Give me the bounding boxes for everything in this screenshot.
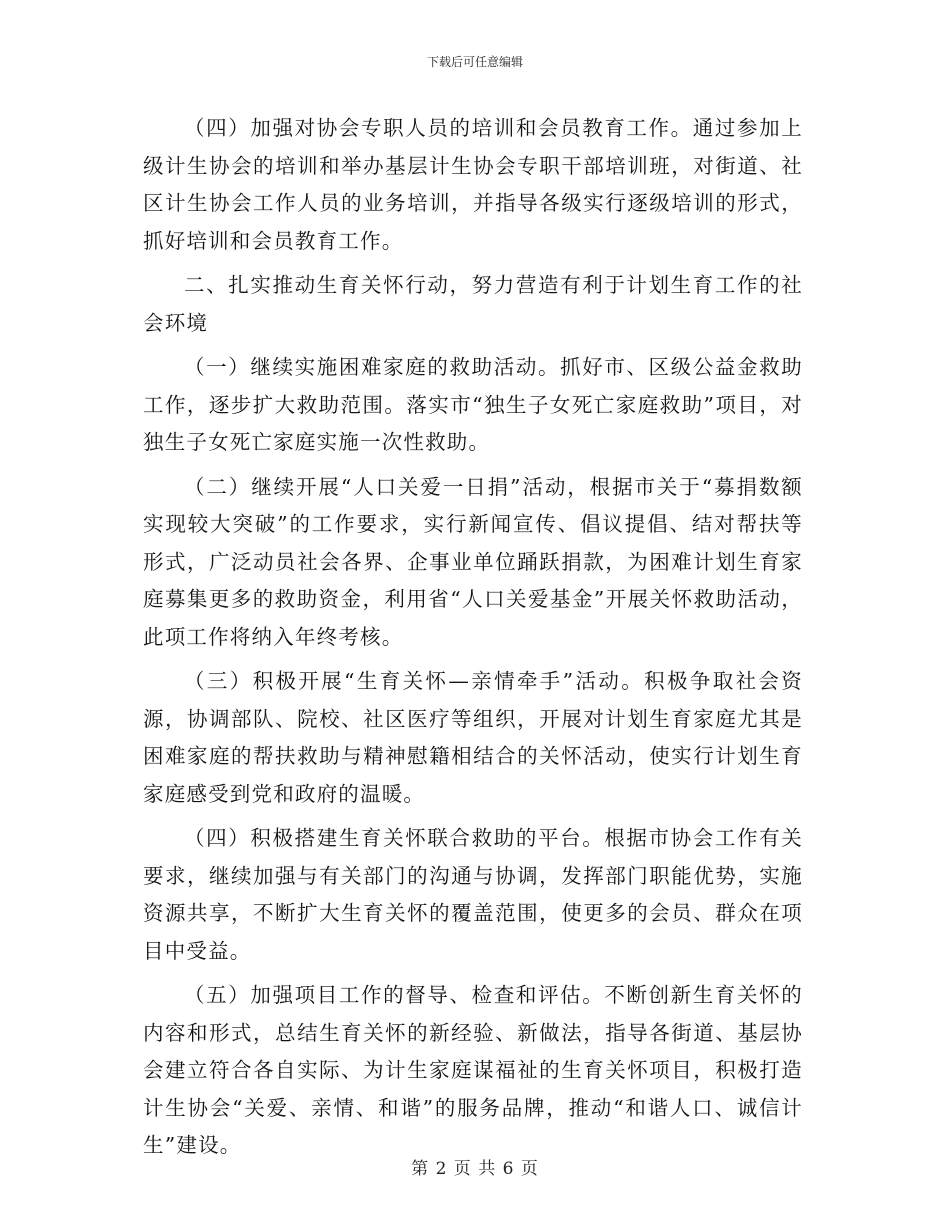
section-heading-care-action: 二、扎实推动生育关怀行动，努力营造有利于计划生育工作的社会环境 bbox=[143, 273, 803, 335]
paragraph-donation-day: （二）继续开展“人口关爱一日捐”活动，根据市关于“募捐数额实现较大突破”的工作要求，实行新闻宣传、倡议提倡、结对帮扶等形式，广泛动员社会各界、企事业单位踊跃捐款，为困难计划生育家庭募集更多的救助资金，利用省“人口关爱基金”开展关怀救助活动，此项工作将纳入年终考核。 bbox=[143, 474, 803, 649]
document-body bbox=[143, 110, 803, 1165]
paragraph-joint-aid-platform: （四）积极搭建生育关怀联合救助的平台。根据市协会工作有关要求，继续加强与有关部门的沟通与协调，发挥部门职能优势，实施资源共享，不断扩大生育关怀的覆盖范围，使更多的会员、群众在项目中受益。 bbox=[143, 826, 803, 963]
paragraph-family-hand-in-hand: （三）积极开展“生育关怀—亲情牵手”活动。积极争取社会资源，协调部队、院校、社区医疗等组织，开展对计划生育家庭尤其是困难家庭的帮扶救助与精神慰籍相结合的关怀活动，使实行计划生育家庭感受到党和政府的温暖。 bbox=[143, 669, 803, 806]
paragraph-supervision-evaluation: （五）加强项目工作的督导、检查和评估。不断创新生育关怀的内容和形式，总结生育关怀的新经验、新做法，指导各街道、基层协会建立符合各自实际、为计生家庭谋福祉的生育关怀项目，积极打造计生协会“关爱、亲情、和谐”的服务品牌，推动“和谐人口、诚信计生”建设。 bbox=[143, 983, 803, 1157]
paragraph-training: （四）加强对协会专职人员的培训和会员教育工作。通过参加上级计生协会的培训和举办基层计生协会专职干部培训班，对街道、社区计生协会工作人员的业务培训，并指导各级实行逐级培训的形式，抓好培训和会员教育工作。 bbox=[143, 116, 803, 253]
paragraph-poor-family-aid: （一）继续实施困难家庭的救助活动。抓好市、区级公益金救助工作，逐步扩大救助范围。落实市“独生子女死亡家庭救助”项目，对独生子女死亡家庭实施一次性救助。 bbox=[143, 355, 803, 454]
page-header-note: 下载后可任意编辑 bbox=[426, 55, 523, 69]
page-number: 第 2 页 共 6 页 bbox=[411, 1159, 539, 1179]
